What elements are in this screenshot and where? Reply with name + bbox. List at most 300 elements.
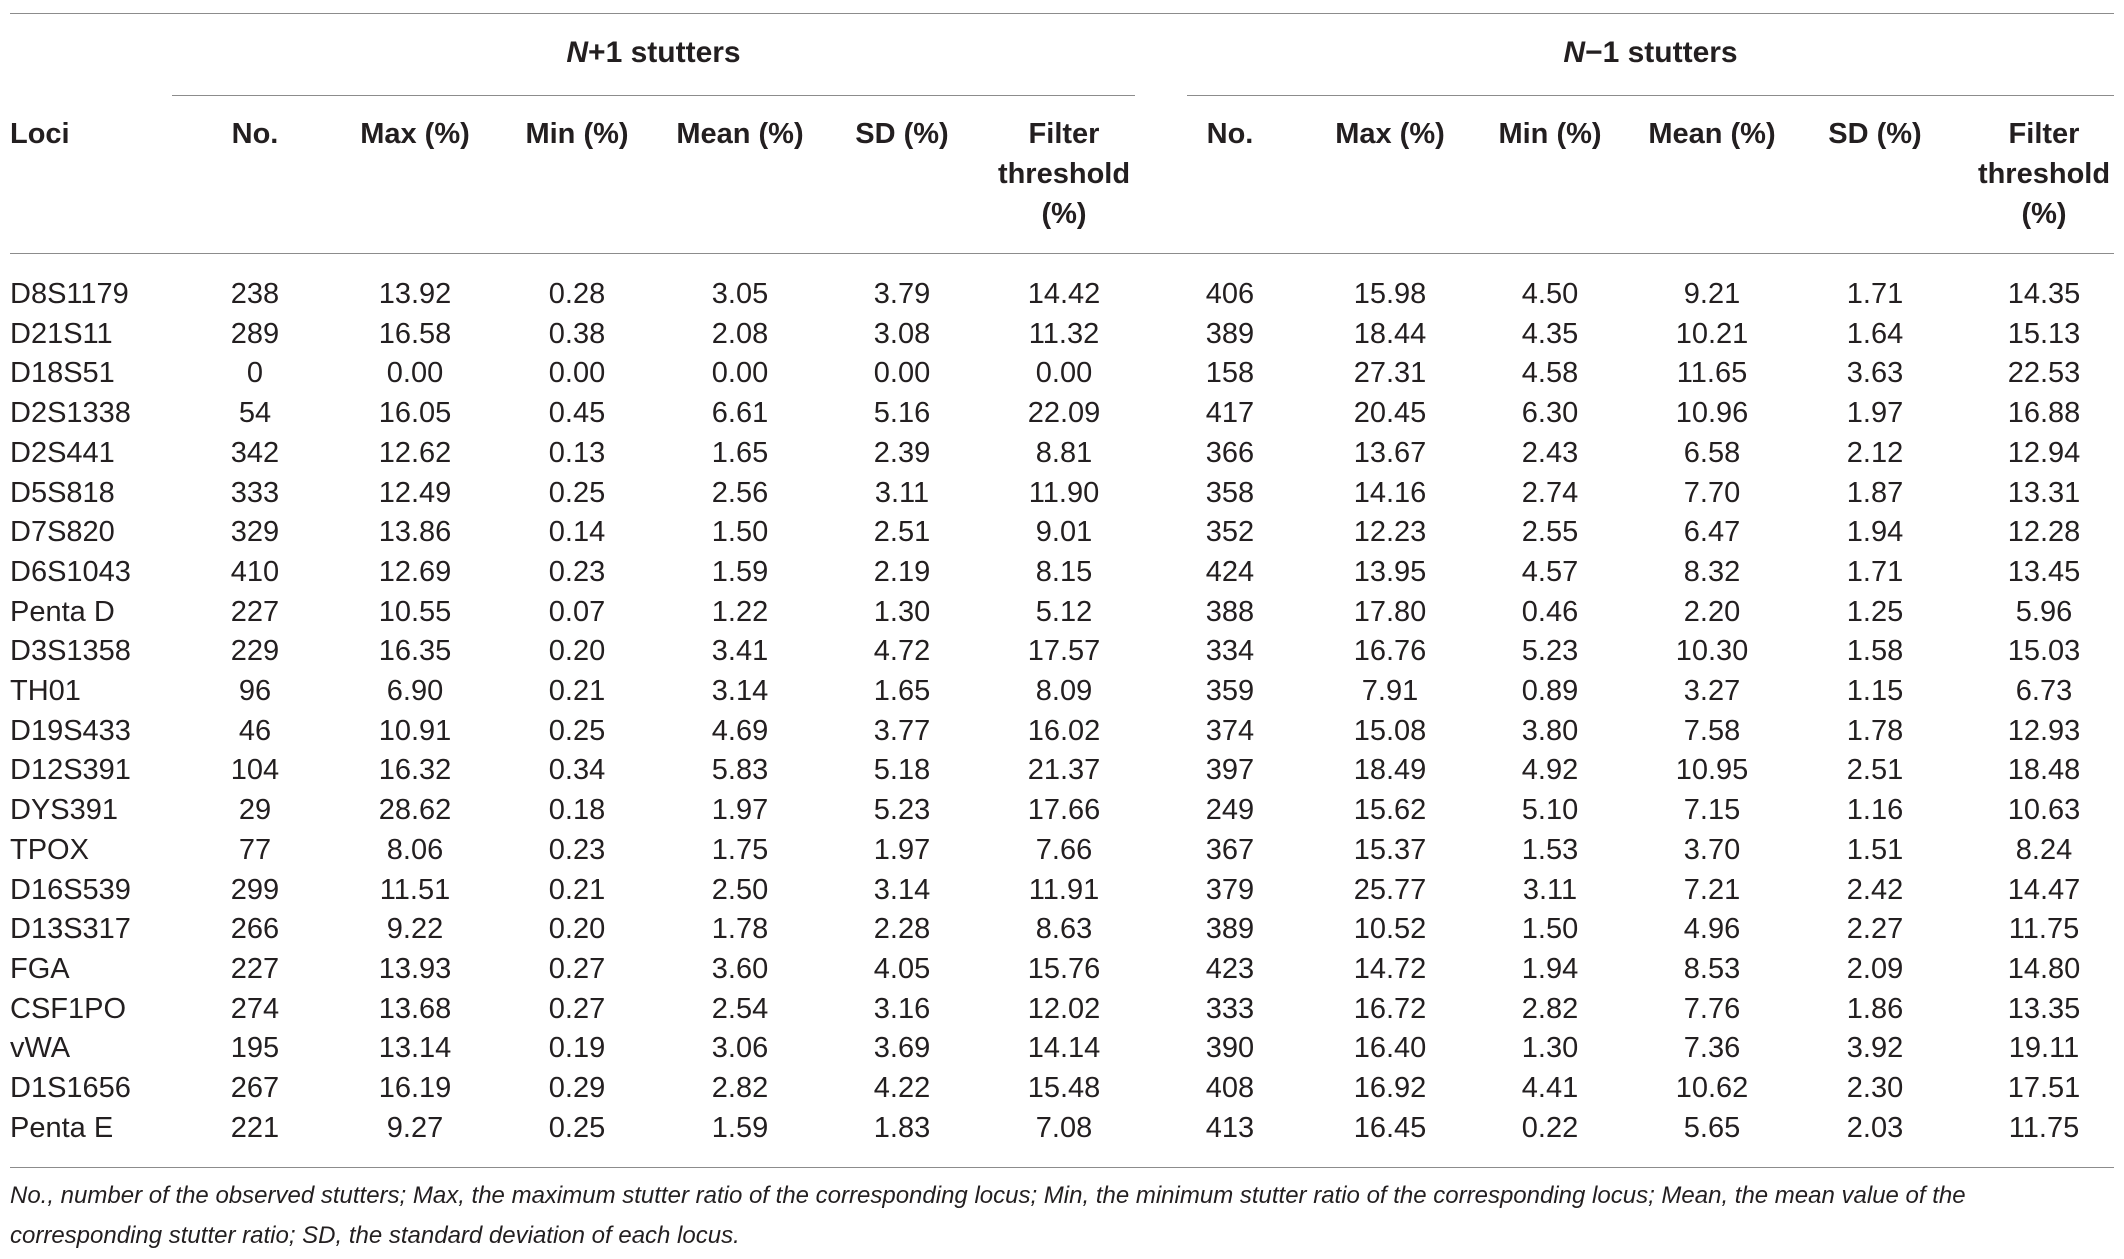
cell-plus-mean: 1.50 [711,516,769,549]
cell-plus-no: 221 [230,1111,280,1144]
cell-plus-mean: 1.65 [711,436,769,469]
cell-plus-sd: 5.18 [873,754,931,787]
cell-minus-sd: 1.25 [1846,595,1904,628]
cell-minus-sd: 1.16 [1846,794,1904,827]
cell-minus-filter: 12.94 [2007,436,2081,469]
cell-plus-max: 11.51 [379,873,451,906]
cell-minus-min: 2.74 [1521,476,1579,509]
cell-plus-no: 104 [230,754,280,787]
cell-minus-mean: 10.21 [1675,317,1749,350]
cell-minus-max: 7.91 [1361,675,1419,707]
cell-plus-sd: 2.19 [873,555,931,588]
cell-plus-no: 195 [230,1032,280,1065]
cell-minus-max: 18.44 [1353,317,1427,350]
cell-plus-min: 0.21 [548,873,606,906]
cell-plus-max: 8.06 [386,833,444,866]
cell-plus-mean: 2.82 [711,1072,769,1104]
cell-minus-sd: 2.27 [1846,913,1904,946]
cell-minus-min: 2.55 [1521,516,1579,549]
cell-plus-no: 266 [230,913,280,946]
cell-minus-max: 25.77 [1353,873,1427,906]
cell-minus-no: 374 [1205,714,1255,747]
cell-minus-no: 334 [1205,635,1255,668]
cell-minus-mean: 9.21 [1683,278,1741,310]
cell-minus-filter: 13.35 [2007,992,2081,1025]
cell-minus-filter: 14.47 [2007,873,2081,906]
cell-plus-sd: 3.11 [874,476,930,509]
cell-minus-mean: 8.53 [1683,952,1741,985]
cell-minus-min: 4.35 [1521,317,1579,350]
cell-plus-max: 12.49 [378,476,452,509]
header-minus-no: No. [1206,118,1254,150]
cell-minus-mean: 2.20 [1683,595,1741,628]
cell-plus-max: 16.19 [378,1072,452,1104]
cell-plus-min: 0.29 [548,1072,606,1104]
cell-locus: D21S11 [10,317,113,350]
cell-plus-min: 0.38 [548,317,606,350]
header-plus-filter-line1: Filter [1028,118,1100,150]
cell-plus-sd: 3.69 [873,1032,931,1065]
cell-minus-min: 1.53 [1521,833,1579,866]
cell-plus-max: 12.69 [378,555,452,588]
cell-locus: D18S51 [10,357,115,390]
cell-minus-sd: 1.78 [1846,714,1904,747]
header-minus-filter-line1: Filter [2008,118,2080,150]
cell-minus-max: 15.08 [1353,714,1427,747]
cell-minus-filter: 18.48 [2007,754,2081,787]
cell-plus-mean: 1.97 [711,794,769,827]
cell-plus-max: 10.55 [378,595,452,628]
cell-plus-max: 13.93 [378,952,452,985]
cell-locus: D16S539 [10,873,131,906]
cell-plus-sd: 4.22 [873,1072,931,1104]
cell-plus-mean: 1.78 [711,913,769,946]
cell-minus-min: 2.43 [1521,436,1579,469]
minus-group-title [1187,36,2114,70]
cell-plus-filter: 8.63 [1035,913,1093,946]
cell-plus-filter: 7.66 [1035,833,1093,866]
cell-plus-max: 28.62 [378,794,452,827]
cell-minus-sd: 2.03 [1846,1111,1904,1144]
cell-minus-max: 15.62 [1353,794,1427,827]
header-minus-min: Min (%) [1498,118,1602,150]
cell-plus-max: 13.92 [378,278,452,310]
cell-minus-mean: 3.70 [1683,833,1741,866]
cell-plus-filter: 8.81 [1035,436,1093,469]
cell-minus-max: 17.80 [1353,595,1427,628]
cell-minus-min: 1.94 [1521,952,1579,985]
cell-locus: D2S1338 [10,397,131,430]
cell-plus-filter: 14.42 [1027,278,1101,310]
cell-minus-no: 389 [1205,913,1255,946]
cell-plus-sd: 3.14 [873,873,931,906]
cell-minus-sd: 3.92 [1846,1032,1904,1065]
cell-plus-mean: 3.05 [711,278,769,310]
cell-minus-max: 16.92 [1353,1072,1427,1104]
cell-locus: D7S820 [10,516,115,549]
cell-minus-sd: 1.64 [1846,317,1904,350]
cell-minus-min: 4.58 [1521,357,1579,390]
cell-minus-filter: 16.88 [2007,397,2081,430]
header-minus-mean: Mean (%) [1648,118,1776,150]
cell-plus-sd: 4.05 [873,952,931,985]
cell-minus-sd: 2.42 [1846,873,1904,906]
cell-plus-no: 274 [230,992,280,1025]
cell-plus-sd: 1.65 [873,675,931,707]
cell-minus-sd: 1.87 [1846,476,1904,509]
cell-plus-filter: 11.91 [1028,873,1100,906]
cell-minus-min: 5.23 [1521,635,1579,668]
cell-minus-no: 423 [1205,952,1255,985]
minus-group-prefix: N [1563,36,1586,69]
cell-locus: TH01 [10,675,81,707]
cell-minus-filter: 13.31 [2007,476,2081,509]
cell-minus-min: 0.22 [1521,1111,1579,1144]
cell-minus-min: 3.80 [1521,714,1579,747]
cell-locus: Penta D [10,595,115,628]
cell-minus-mean: 7.58 [1683,714,1741,747]
cell-plus-sd: 3.08 [873,317,931,350]
cell-minus-filter: 12.93 [2007,714,2081,747]
cell-plus-filter: 17.66 [1027,794,1101,827]
cell-minus-max: 15.98 [1353,278,1427,310]
header-minus-filter-line3: (%) [2021,198,2067,230]
header-minus-max: Max (%) [1335,118,1445,150]
cell-locus: D5S818 [10,476,115,509]
cell-plus-filter: 5.12 [1035,595,1093,628]
cell-plus-min: 0.20 [548,635,606,668]
cell-plus-sd: 3.77 [873,714,931,747]
cell-plus-max: 0.00 [386,357,444,390]
cell-minus-mean: 7.15 [1683,794,1741,827]
minus-group-suffix: −1 stutters [1585,36,1738,69]
cell-plus-sd: 3.79 [873,278,931,310]
cell-minus-sd: 1.71 [1846,555,1904,588]
cell-minus-min: 5.10 [1521,794,1579,827]
cell-plus-filter: 8.15 [1035,555,1093,588]
cell-minus-min: 2.82 [1521,992,1579,1025]
cell-plus-min: 0.07 [548,595,606,628]
cell-plus-mean: 1.75 [711,833,769,866]
cell-minus-no: 397 [1205,754,1255,787]
header-minus-sd: SD (%) [1828,118,1922,150]
cell-minus-max: 16.76 [1353,635,1427,668]
cell-plus-min: 0.21 [548,675,606,707]
cell-minus-sd: 2.30 [1846,1072,1904,1104]
cell-locus: D12S391 [10,754,131,787]
cell-minus-no: 249 [1205,794,1255,827]
cell-plus-max: 9.22 [386,913,444,946]
cell-minus-sd: 2.09 [1846,952,1904,985]
cell-plus-max: 16.32 [378,754,452,787]
cell-plus-min: 0.25 [548,1111,606,1144]
cell-plus-mean: 3.41 [711,635,769,668]
cell-plus-mean: 1.59 [711,1111,769,1144]
cell-plus-mean: 3.60 [711,952,769,985]
cell-locus: D1S1656 [10,1072,131,1104]
cell-minus-mean: 10.62 [1675,1072,1749,1104]
cell-plus-min: 0.25 [548,476,606,509]
cell-minus-max: 13.95 [1353,555,1427,588]
cell-locus: D19S433 [10,714,131,747]
cell-plus-sd: 2.51 [873,516,931,549]
cell-plus-mean: 6.61 [711,397,769,430]
cell-minus-min: 0.89 [1521,675,1579,707]
cell-minus-filter: 17.51 [2007,1072,2081,1104]
cell-plus-no: 46 [238,714,272,747]
cell-plus-no: 227 [230,952,280,985]
header-plus-max: Max (%) [360,118,470,150]
cell-minus-no: 408 [1205,1072,1255,1104]
header-minus-filter-line2: threshold [1977,158,2111,190]
cell-plus-filter: 17.57 [1027,635,1101,668]
cell-plus-no: 289 [230,317,280,350]
cell-minus-filter: 11.75 [2008,1111,2080,1144]
cell-minus-filter: 15.13 [2007,317,2081,350]
header-plus-filter [984,114,1144,234]
header-minus-filter [1964,114,2124,234]
cell-plus-max: 13.68 [378,992,452,1025]
cell-plus-min: 0.23 [548,555,606,588]
cell-locus: D6S1043 [10,555,131,588]
cell-plus-min: 0.18 [548,794,606,827]
cell-minus-max: 13.67 [1353,436,1427,469]
cell-plus-mean: 0.00 [711,357,769,390]
cell-minus-sd: 1.94 [1846,516,1904,549]
cell-plus-filter: 11.90 [1028,476,1100,509]
cell-minus-max: 16.40 [1353,1032,1427,1065]
cell-plus-filter: 15.48 [1027,1072,1101,1104]
cell-minus-no: 417 [1205,397,1255,430]
cell-minus-no: 406 [1205,278,1255,310]
cell-plus-sd: 2.39 [873,436,931,469]
cell-plus-max: 13.86 [378,516,452,549]
cell-locus: D8S1179 [10,278,129,310]
cell-minus-min: 0.46 [1521,595,1579,628]
header-plus-no: No. [231,118,279,150]
cell-minus-no: 333 [1205,992,1255,1025]
cell-minus-no: 424 [1205,555,1255,588]
cell-plus-no: 229 [230,635,280,668]
cell-plus-no: 0 [246,357,264,390]
cell-minus-max: 16.72 [1353,992,1427,1025]
cell-plus-mean: 1.59 [711,555,769,588]
plus-group-suffix: +1 stutters [588,36,741,69]
header-plus-filter-line2: threshold [997,158,1131,190]
cell-minus-min: 4.50 [1521,278,1579,310]
cell-minus-no: 366 [1205,436,1255,469]
cell-plus-max: 6.90 [386,675,444,707]
cell-plus-sd: 5.23 [873,794,931,827]
cell-plus-no: 410 [230,555,280,588]
cell-minus-mean: 10.96 [1675,397,1749,430]
cell-minus-sd: 1.97 [1846,397,1904,430]
cell-locus: D2S441 [10,436,115,469]
cell-locus: vWA [10,1032,71,1065]
cell-minus-min: 4.92 [1521,754,1579,787]
header-plus-filter-line3: (%) [1041,198,1087,230]
cell-plus-filter: 16.02 [1027,714,1101,747]
cell-plus-no: 333 [230,476,280,509]
cell-locus: Penta E [10,1111,114,1144]
cell-minus-mean: 7.21 [1683,873,1741,906]
cell-minus-mean: 10.30 [1675,635,1749,668]
cell-plus-filter: 0.00 [1035,357,1093,390]
cell-plus-min: 0.27 [548,992,606,1025]
cell-plus-min: 0.45 [548,397,606,430]
cell-minus-sd: 1.51 [1846,833,1904,866]
cell-minus-no: 390 [1205,1032,1255,1065]
cell-plus-no: 29 [238,794,272,827]
cell-locus: FGA [10,952,70,985]
header-plus-mean: Mean (%) [676,118,804,150]
cell-plus-sd: 1.30 [873,595,931,628]
cell-plus-sd: 2.28 [873,913,931,946]
cell-plus-max: 9.27 [386,1111,444,1144]
cell-minus-min: 1.50 [1521,913,1579,946]
top-rule [10,13,2114,14]
cell-plus-sd: 0.00 [873,357,931,390]
cell-minus-mean: 7.36 [1683,1032,1741,1065]
cell-minus-filter: 14.80 [2007,952,2081,985]
header-plus-min: Min (%) [525,118,629,150]
cell-minus-min: 4.57 [1521,555,1579,588]
cell-minus-max: 16.45 [1353,1111,1427,1144]
cell-minus-filter: 6.73 [2015,675,2073,707]
cell-minus-mean: 6.58 [1683,436,1741,469]
plus-group-prefix: N [566,36,589,69]
cell-minus-mean: 4.96 [1683,913,1741,946]
plus-group-title [172,36,1135,70]
cell-plus-no: 342 [230,436,280,469]
cell-locus: CSF1PO [10,992,127,1025]
cell-plus-sd: 4.72 [873,635,931,668]
table-bottom-rule [10,1167,2114,1168]
cell-plus-mean: 4.69 [711,714,769,747]
cell-plus-filter: 15.76 [1027,952,1101,985]
cell-plus-min: 0.23 [548,833,606,866]
cell-plus-min: 0.00 [548,357,606,390]
cell-plus-filter: 11.32 [1028,317,1100,350]
cell-minus-max: 14.72 [1353,952,1427,985]
cell-minus-no: 359 [1205,675,1255,707]
cell-plus-no: 238 [230,278,280,310]
cell-locus: D13S317 [10,913,131,946]
cell-minus-filter: 15.03 [2007,635,2081,668]
minus-group-underline [1187,95,2114,96]
cell-plus-mean: 5.83 [711,754,769,787]
cell-minus-mean: 7.70 [1683,476,1741,509]
cell-plus-filter: 8.09 [1035,675,1093,707]
cell-minus-no: 158 [1205,357,1255,390]
table-footnote: No., number of the observed stutters; Max, the maximum stutter ratio of the corresponding locus; Min, the minimum stutter ratio of the corresponding locus; Mean, the mean value of the corresponding stutter ratio; SD, the standard deviation of each locus. [10,1182,1966,1249]
cell-plus-mean: 1.22 [711,595,769,628]
cell-plus-max: 16.58 [378,317,452,350]
cell-minus-max: 10.52 [1353,913,1427,946]
cell-plus-no: 329 [230,516,280,549]
cell-minus-mean: 5.65 [1683,1111,1741,1144]
cell-plus-sd: 1.97 [873,833,931,866]
cell-plus-mean: 2.56 [711,476,769,509]
cell-minus-filter: 11.75 [2008,913,2080,946]
cell-plus-min: 0.28 [548,278,606,310]
cell-minus-max: 18.49 [1353,754,1427,787]
cell-minus-sd: 1.86 [1846,992,1904,1025]
cell-minus-filter: 19.11 [2008,1032,2080,1065]
cell-plus-no: 96 [238,675,272,707]
cell-minus-sd: 1.58 [1846,635,1904,668]
cell-plus-mean: 2.54 [711,992,769,1025]
cell-plus-max: 12.62 [378,436,452,469]
cell-plus-min: 0.14 [548,516,606,549]
plus-group-underline [172,95,1135,96]
cell-minus-max: 14.16 [1353,476,1427,509]
header-bottom-rule [10,253,2114,254]
cell-minus-no: 367 [1205,833,1255,866]
cell-plus-no: 267 [230,1072,280,1104]
cell-plus-max: 10.91 [378,714,452,747]
cell-minus-filter: 5.96 [2015,595,2073,628]
cell-minus-sd: 1.15 [1846,675,1904,707]
cell-minus-no: 352 [1205,516,1255,549]
cell-plus-min: 0.25 [548,714,606,747]
header-plus-sd: SD (%) [855,118,949,150]
cell-minus-mean: 8.32 [1683,555,1741,588]
cell-minus-min: 3.11 [1522,873,1578,906]
cell-plus-filter: 14.14 [1027,1032,1101,1065]
cell-minus-max: 15.37 [1353,833,1427,866]
cell-plus-filter: 21.37 [1027,754,1101,787]
cell-plus-sd: 1.83 [873,1111,931,1144]
cell-minus-sd: 1.71 [1846,278,1904,310]
cell-plus-min: 0.27 [548,952,606,985]
cell-plus-mean: 2.08 [711,317,769,350]
cell-minus-filter: 22.53 [2007,357,2081,390]
cell-plus-mean: 2.50 [711,873,769,906]
cell-minus-mean: 6.47 [1683,516,1741,549]
cell-plus-min: 0.20 [548,913,606,946]
cell-locus: DYS391 [10,794,119,827]
cell-minus-mean: 10.95 [1675,754,1749,787]
cell-minus-sd: 3.63 [1846,357,1904,390]
cell-minus-mean: 7.76 [1683,992,1741,1025]
cell-plus-max: 16.05 [378,397,452,430]
cell-plus-min: 0.13 [548,436,606,469]
cell-minus-mean: 11.65 [1676,357,1748,390]
cell-locus: D3S1358 [10,635,131,668]
cell-minus-filter: 13.45 [2007,555,2081,588]
cell-plus-no: 54 [238,397,272,430]
cell-plus-max: 13.14 [378,1032,452,1065]
cell-minus-filter: 12.28 [2007,516,2081,549]
cell-minus-filter: 14.35 [2007,278,2081,310]
cell-plus-no: 77 [238,833,272,866]
cell-plus-min: 0.34 [548,754,606,787]
header-loci: Loci [10,118,70,150]
cell-minus-min: 1.30 [1521,1032,1579,1065]
cell-plus-filter: 9.01 [1035,516,1093,549]
cell-minus-mean: 3.27 [1683,675,1741,707]
cell-minus-sd: 2.51 [1846,754,1904,787]
cell-minus-no: 388 [1205,595,1255,628]
cell-plus-filter: 12.02 [1027,992,1101,1025]
cell-minus-no: 413 [1205,1111,1255,1144]
cell-plus-max: 16.35 [378,635,452,668]
cell-minus-no: 389 [1205,317,1255,350]
cell-plus-filter: 22.09 [1027,397,1101,430]
cell-minus-filter: 8.24 [2015,833,2073,866]
cell-plus-sd: 5.16 [873,397,931,430]
